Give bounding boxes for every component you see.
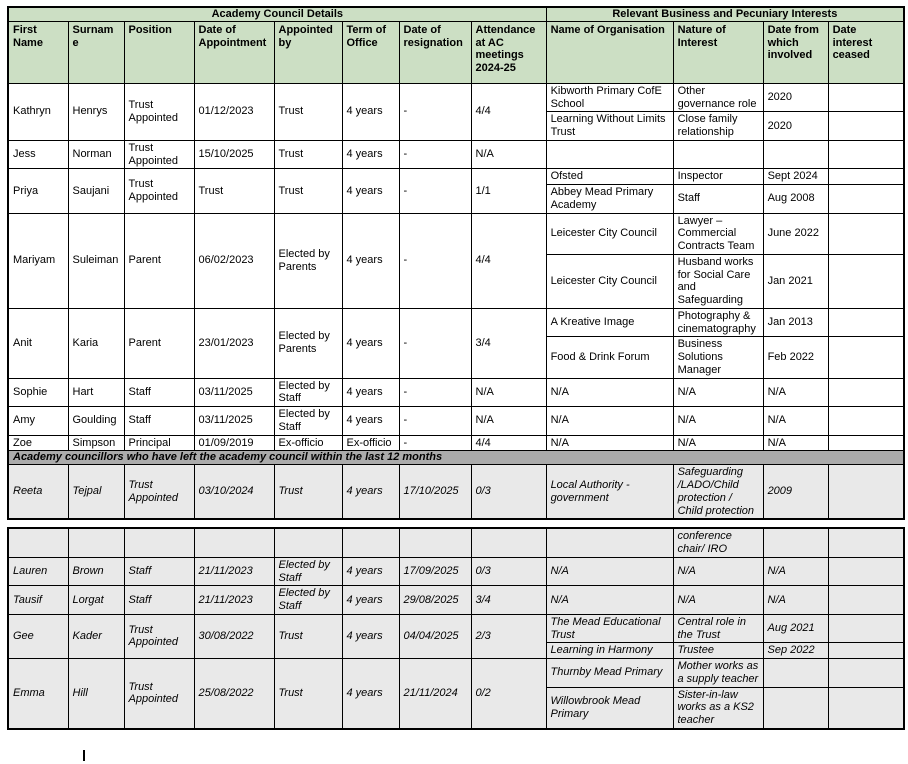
cell-organisation: A Kreative Image bbox=[546, 308, 673, 337]
cell-term-of-office: 4 years bbox=[342, 83, 399, 140]
cell-term-of-office: 4 years bbox=[342, 140, 399, 169]
cell-date-interest-ceased bbox=[828, 659, 904, 688]
cell-position: Trust Appointed bbox=[124, 465, 194, 520]
cell-attendance: N/A bbox=[471, 378, 546, 407]
cell-nature-of-interest: Inspector bbox=[673, 169, 763, 185]
column-header-surname: Surname bbox=[68, 21, 124, 83]
cell-organisation: Learning Without Limits Trust bbox=[546, 112, 673, 141]
cell-appointed-by: Elected by Staff bbox=[274, 586, 342, 615]
separator-body bbox=[8, 451, 904, 465]
cell-attendance: 1/1 bbox=[471, 169, 546, 213]
cell-nature-of-interest: Trustee bbox=[673, 643, 763, 659]
cell-first-name: Sophie bbox=[8, 378, 68, 407]
cell-position: Trust Appointed bbox=[124, 169, 194, 213]
cell-date-interest-ceased bbox=[828, 435, 904, 451]
cell-first-name: Lauren bbox=[8, 557, 68, 586]
cell-nature-of-interest: Sister-in-law works as a KS2 teacher bbox=[673, 687, 763, 729]
cell-first-name: Emma bbox=[8, 659, 68, 729]
table-row bbox=[8, 528, 904, 557]
cell-date-interest-ceased bbox=[828, 407, 904, 436]
cell-date-interest-ceased bbox=[828, 254, 904, 308]
cell-first-name: Amy bbox=[8, 407, 68, 436]
column-header-date-of-resignation: Date of resignation bbox=[399, 21, 471, 83]
table-row bbox=[8, 308, 904, 337]
column-header-attendance: Attendance at AC meetings 2024-25 bbox=[471, 21, 546, 83]
cell-date-from-which-involved: Feb 2022 bbox=[763, 337, 828, 378]
cell-date-of-resignation: - bbox=[399, 213, 471, 308]
table-row bbox=[8, 169, 904, 185]
cell-first-name: Gee bbox=[8, 614, 68, 658]
cell-first-name: Zoe bbox=[8, 435, 68, 451]
cell-surname: Saujani bbox=[68, 169, 124, 213]
cell-date-from-which-involved: Sept 2024 bbox=[763, 169, 828, 185]
cell-appointed-by: Elected by Parents bbox=[274, 213, 342, 308]
cell-organisation: Thurnby Mead Primary bbox=[546, 659, 673, 688]
cell-organisation: Leicester City Council bbox=[546, 254, 673, 308]
cell-position: Parent bbox=[124, 308, 194, 378]
section-header-academy-council: Academy Council Details bbox=[8, 7, 546, 21]
cell-surname: Karia bbox=[68, 308, 124, 378]
cell-organisation: Ofsted bbox=[546, 169, 673, 185]
cell-date-of-resignation: 17/10/2025 bbox=[399, 465, 471, 520]
cell-first-name: Reeta bbox=[8, 465, 68, 520]
table-row bbox=[8, 378, 904, 407]
cell-surname bbox=[68, 528, 124, 557]
table-row bbox=[8, 614, 904, 643]
cell-date-of-resignation: - bbox=[399, 407, 471, 436]
cell-attendance: 4/4 bbox=[471, 213, 546, 308]
cell-organisation: Local Authority - government bbox=[546, 465, 673, 520]
cell-surname: Norman bbox=[68, 140, 124, 169]
column-header-date-interest-ceased: Date interest ceased bbox=[828, 21, 904, 83]
cell-date-of-appointment: 06/02/2023 bbox=[194, 213, 274, 308]
cell-date-interest-ceased bbox=[828, 112, 904, 141]
table-row bbox=[8, 140, 904, 169]
cell-date-interest-ceased bbox=[828, 83, 904, 112]
cell-date-of-resignation: - bbox=[399, 169, 471, 213]
cell-attendance: 3/4 bbox=[471, 308, 546, 378]
cell-nature-of-interest: Business Solutions Manager bbox=[673, 337, 763, 378]
text-cursor bbox=[83, 750, 85, 761]
cell-surname: Suleiman bbox=[68, 213, 124, 308]
cell-attendance: 3/4 bbox=[471, 586, 546, 615]
cell-nature-of-interest: N/A bbox=[673, 586, 763, 615]
cell-surname: Hill bbox=[68, 659, 124, 729]
cell-date-from-which-involved: N/A bbox=[763, 378, 828, 407]
cell-organisation: N/A bbox=[546, 557, 673, 586]
column-header-position: Position bbox=[124, 21, 194, 83]
cell-date-interest-ceased bbox=[828, 308, 904, 337]
separator-label: Academy councillors who have left the academy council within the last 12 months bbox=[8, 451, 904, 465]
cell-date-from-which-involved bbox=[763, 659, 828, 688]
cell-date-interest-ceased bbox=[828, 557, 904, 586]
cell-organisation: Learning in Harmony bbox=[546, 643, 673, 659]
cell-position bbox=[124, 528, 194, 557]
cell-nature-of-interest: Safeguarding /LADO/Child protection / Child protection bbox=[673, 465, 763, 520]
cell-position: Parent bbox=[124, 213, 194, 308]
cell-nature-of-interest bbox=[673, 140, 763, 169]
cell-date-interest-ceased bbox=[828, 169, 904, 185]
cell-appointed-by: Trust bbox=[274, 140, 342, 169]
cell-date-of-resignation: 21/11/2024 bbox=[399, 659, 471, 729]
cell-date-interest-ceased bbox=[828, 643, 904, 659]
cell-nature-of-interest: N/A bbox=[673, 557, 763, 586]
cell-date-of-appointment: Trust bbox=[194, 169, 274, 213]
cell-date-of-appointment: 03/11/2025 bbox=[194, 378, 274, 407]
cell-attendance: N/A bbox=[471, 407, 546, 436]
cell-date-from-which-involved: N/A bbox=[763, 586, 828, 615]
cell-date-interest-ceased bbox=[828, 614, 904, 643]
cell-date-interest-ceased bbox=[828, 185, 904, 214]
cell-position: Trust Appointed bbox=[124, 83, 194, 140]
cell-surname: Tejpal bbox=[68, 465, 124, 520]
separator-row bbox=[8, 451, 904, 465]
cell-position: Staff bbox=[124, 378, 194, 407]
cell-first-name: Kathryn bbox=[8, 83, 68, 140]
cell-term-of-office bbox=[342, 528, 399, 557]
cell-nature-of-interest: Lawyer – Commercial Contracts Team bbox=[673, 213, 763, 254]
former-members-body-page1 bbox=[8, 465, 904, 520]
cell-date-from-which-involved bbox=[763, 687, 828, 729]
cell-appointed-by: Trust bbox=[274, 83, 342, 140]
cell-first-name: Priya bbox=[8, 169, 68, 213]
table-row bbox=[8, 586, 904, 615]
cell-date-interest-ceased bbox=[828, 528, 904, 557]
cell-organisation: N/A bbox=[546, 407, 673, 436]
cell-term-of-office: 4 years bbox=[342, 378, 399, 407]
cell-date-of-appointment bbox=[194, 528, 274, 557]
cell-nature-of-interest: N/A bbox=[673, 378, 763, 407]
cell-date-of-resignation bbox=[399, 528, 471, 557]
cell-position: Staff bbox=[124, 407, 194, 436]
cell-surname: Hart bbox=[68, 378, 124, 407]
cell-term-of-office: 4 years bbox=[342, 213, 399, 308]
cell-date-of-appointment: 01/09/2019 bbox=[194, 435, 274, 451]
cell-organisation: Leicester City Council bbox=[546, 213, 673, 254]
cell-term-of-office: 4 years bbox=[342, 557, 399, 586]
cell-date-of-resignation: 04/04/2025 bbox=[399, 614, 471, 658]
column-header-term-of-office: Term of Office bbox=[342, 21, 399, 83]
cell-term-of-office: 4 years bbox=[342, 586, 399, 615]
cell-date-from-which-involved: N/A bbox=[763, 557, 828, 586]
cell-organisation bbox=[546, 528, 673, 557]
cell-date-interest-ceased bbox=[828, 586, 904, 615]
cell-date-from-which-involved: Aug 2021 bbox=[763, 614, 828, 643]
cell-appointed-by: Elected by Staff bbox=[274, 407, 342, 436]
cell-organisation: N/A bbox=[546, 378, 673, 407]
column-header-name-of-organisation: Name of Organisation bbox=[546, 21, 673, 83]
table-row bbox=[8, 557, 904, 586]
column-header-appointed-by: Appointed by bbox=[274, 21, 342, 83]
cell-appointed-by: Trust bbox=[274, 169, 342, 213]
section-header-row bbox=[8, 7, 904, 21]
cell-nature-of-interest: conference chair/ IRO bbox=[673, 528, 763, 557]
cell-surname: Lorgat bbox=[68, 586, 124, 615]
cell-appointed-by: Elected by Staff bbox=[274, 378, 342, 407]
cell-appointed-by: Elected by Parents bbox=[274, 308, 342, 378]
cell-date-from-which-involved: Jan 2013 bbox=[763, 308, 828, 337]
cell-attendance: 0/3 bbox=[471, 465, 546, 520]
cell-position: Staff bbox=[124, 557, 194, 586]
cell-date-of-appointment: 01/12/2023 bbox=[194, 83, 274, 140]
table-row bbox=[8, 659, 904, 688]
cell-date-of-resignation: 17/09/2025 bbox=[399, 557, 471, 586]
cell-date-of-appointment: 30/08/2022 bbox=[194, 614, 274, 658]
cell-date-of-appointment: 21/11/2023 bbox=[194, 586, 274, 615]
cell-nature-of-interest: Close family relationship bbox=[673, 112, 763, 141]
cell-date-of-appointment: 23/01/2023 bbox=[194, 308, 274, 378]
cell-date-of-appointment: 21/11/2023 bbox=[194, 557, 274, 586]
cell-term-of-office: 4 years bbox=[342, 465, 399, 520]
cell-position: Trust Appointed bbox=[124, 140, 194, 169]
column-header-row bbox=[8, 21, 904, 83]
cell-organisation: Willowbrook Mead Primary bbox=[546, 687, 673, 729]
cell-date-from-which-involved: N/A bbox=[763, 435, 828, 451]
column-header-first-name: First Name bbox=[8, 21, 68, 83]
cell-date-of-appointment: 25/08/2022 bbox=[194, 659, 274, 729]
cell-appointed-by: Trust bbox=[274, 465, 342, 520]
cell-date-interest-ceased bbox=[828, 378, 904, 407]
cell-appointed-by: Ex-officio bbox=[274, 435, 342, 451]
cell-attendance: 0/3 bbox=[471, 557, 546, 586]
cell-surname: Simpson bbox=[68, 435, 124, 451]
cell-date-interest-ceased bbox=[828, 337, 904, 378]
cell-first-name: Mariyam bbox=[8, 213, 68, 308]
cell-attendance: 0/2 bbox=[471, 659, 546, 729]
column-header-date-from-which-involved: Date from which involved bbox=[763, 21, 828, 83]
table-row bbox=[8, 213, 904, 254]
cell-date-of-resignation: - bbox=[399, 378, 471, 407]
section-header-business-interests: Relevant Business and Pecuniary Interests bbox=[546, 7, 904, 21]
former-members-body-page2 bbox=[8, 528, 904, 729]
cell-nature-of-interest: Other governance role bbox=[673, 83, 763, 112]
cell-organisation: Food & Drink Forum bbox=[546, 337, 673, 378]
council-table-page1 bbox=[7, 6, 905, 520]
cell-term-of-office: 4 years bbox=[342, 169, 399, 213]
table-row bbox=[8, 83, 904, 112]
cell-attendance: N/A bbox=[471, 140, 546, 169]
cell-date-interest-ceased bbox=[828, 465, 904, 520]
cell-attendance bbox=[471, 528, 546, 557]
cell-date-of-appointment: 03/10/2024 bbox=[194, 465, 274, 520]
cell-attendance: 4/4 bbox=[471, 83, 546, 140]
cell-organisation: The Mead Educational Trust bbox=[546, 614, 673, 643]
cell-position: Trust Appointed bbox=[124, 614, 194, 658]
cell-term-of-office: 4 years bbox=[342, 407, 399, 436]
cell-surname: Kader bbox=[68, 614, 124, 658]
cell-position: Staff bbox=[124, 586, 194, 615]
cell-date-from-which-involved bbox=[763, 140, 828, 169]
cell-nature-of-interest: Husband works for Social Care and Safeguarding bbox=[673, 254, 763, 308]
cell-date-from-which-involved: 2009 bbox=[763, 465, 828, 520]
cell-organisation: Abbey Mead Primary Academy bbox=[546, 185, 673, 214]
cell-organisation: N/A bbox=[546, 586, 673, 615]
column-header-nature-of-interest: Nature of Interest bbox=[673, 21, 763, 83]
cell-nature-of-interest: N/A bbox=[673, 435, 763, 451]
cell-date-from-which-involved: Aug 2008 bbox=[763, 185, 828, 214]
cell-date-from-which-involved: 2020 bbox=[763, 112, 828, 141]
cell-nature-of-interest: Photography & cinematography bbox=[673, 308, 763, 337]
cell-position: Trust Appointed bbox=[124, 659, 194, 729]
cell-date-from-which-involved bbox=[763, 528, 828, 557]
cell-date-from-which-involved: 2020 bbox=[763, 83, 828, 112]
cell-organisation: N/A bbox=[546, 435, 673, 451]
cell-date-of-resignation: - bbox=[399, 308, 471, 378]
cell-nature-of-interest: Central role in the Trust bbox=[673, 614, 763, 643]
cell-surname: Henrys bbox=[68, 83, 124, 140]
cell-date-interest-ceased bbox=[828, 140, 904, 169]
council-table-page2 bbox=[7, 527, 905, 730]
table-row bbox=[8, 407, 904, 436]
cell-term-of-office: 4 years bbox=[342, 659, 399, 729]
cell-nature-of-interest: Mother works as a supply teacher bbox=[673, 659, 763, 688]
cell-date-of-appointment: 03/11/2025 bbox=[194, 407, 274, 436]
cell-organisation: Kibworth Primary CofE School bbox=[546, 83, 673, 112]
cell-appointed-by bbox=[274, 528, 342, 557]
cell-first-name: Anit bbox=[8, 308, 68, 378]
cell-date-interest-ceased bbox=[828, 213, 904, 254]
cell-first-name bbox=[8, 528, 68, 557]
cell-date-from-which-involved: N/A bbox=[763, 407, 828, 436]
cell-appointed-by: Trust bbox=[274, 659, 342, 729]
cell-attendance: 2/3 bbox=[471, 614, 546, 658]
cell-attendance: 4/4 bbox=[471, 435, 546, 451]
table-row bbox=[8, 465, 904, 520]
cell-surname: Goulding bbox=[68, 407, 124, 436]
cell-organisation bbox=[546, 140, 673, 169]
cell-first-name: Tausif bbox=[8, 586, 68, 615]
cell-date-of-resignation: - bbox=[399, 140, 471, 169]
cell-term-of-office: 4 years bbox=[342, 614, 399, 658]
cell-date-from-which-involved: Jan 2021 bbox=[763, 254, 828, 308]
cell-appointed-by: Elected by Staff bbox=[274, 557, 342, 586]
cell-date-of-resignation: - bbox=[399, 83, 471, 140]
column-header-date-of-appointment: Date of Appointment bbox=[194, 21, 274, 83]
cell-surname: Brown bbox=[68, 557, 124, 586]
cell-date-from-which-involved: Sep 2022 bbox=[763, 643, 828, 659]
cell-nature-of-interest: N/A bbox=[673, 407, 763, 436]
cell-nature-of-interest: Staff bbox=[673, 185, 763, 214]
cell-date-of-appointment: 15/10/2025 bbox=[194, 140, 274, 169]
table-row bbox=[8, 435, 904, 451]
cell-term-of-office: Ex-officio bbox=[342, 435, 399, 451]
cell-date-interest-ceased bbox=[828, 687, 904, 729]
current-members-body bbox=[8, 83, 904, 451]
cell-appointed-by: Trust bbox=[274, 614, 342, 658]
cell-term-of-office: 4 years bbox=[342, 308, 399, 378]
cell-date-of-resignation: 29/08/2025 bbox=[399, 586, 471, 615]
cell-first-name: Jess bbox=[8, 140, 68, 169]
cell-position: Principal bbox=[124, 435, 194, 451]
cell-date-from-which-involved: June 2022 bbox=[763, 213, 828, 254]
table-header bbox=[8, 7, 904, 83]
cell-date-of-resignation: - bbox=[399, 435, 471, 451]
